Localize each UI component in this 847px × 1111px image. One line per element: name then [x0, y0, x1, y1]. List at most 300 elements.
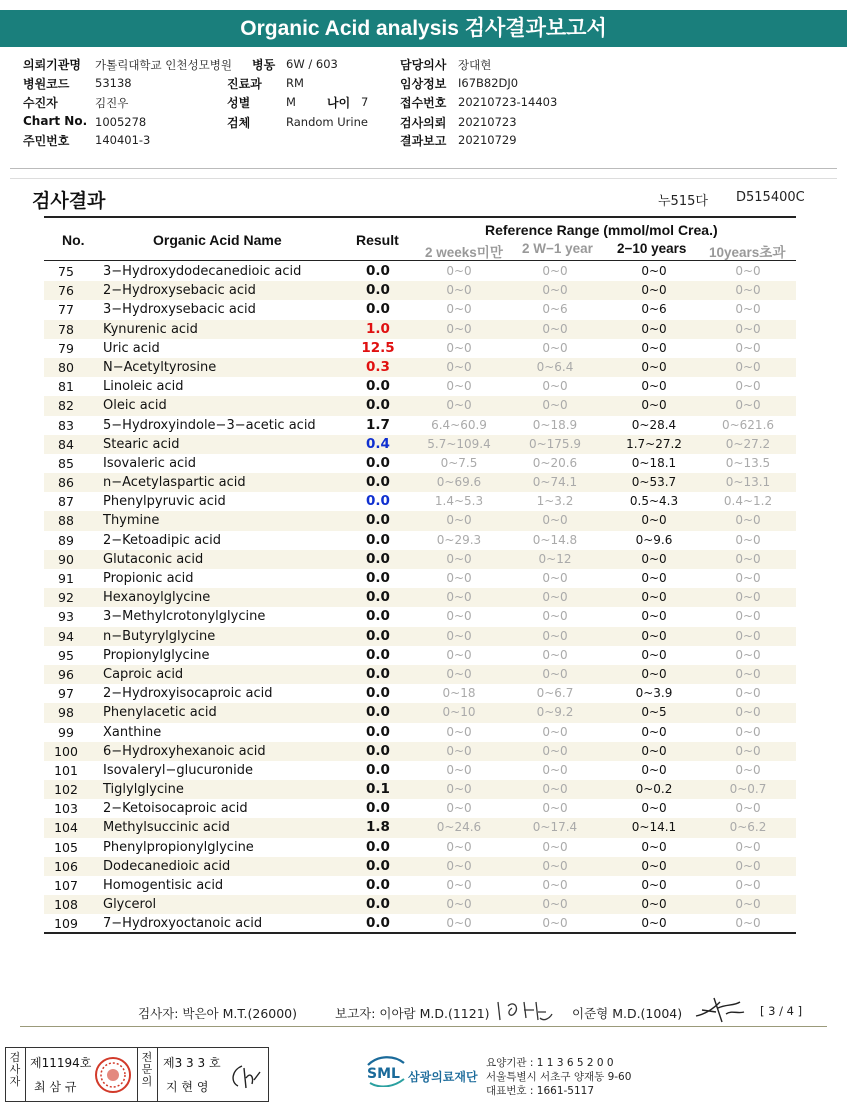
- result-value: 0.0: [366, 627, 390, 644]
- table-row: [44, 876, 796, 895]
- table-row: [44, 818, 796, 837]
- id-no-value: 140401-3: [95, 133, 151, 147]
- range-2w-1-year: 0~0: [542, 666, 568, 681]
- row-number: 107: [54, 878, 78, 893]
- range-2-10-years: 0~53.7: [631, 475, 677, 490]
- row-number: 103: [54, 801, 78, 817]
- row-number: 80: [58, 359, 74, 375]
- range-under-2-weeks: 0~0: [446, 858, 472, 873]
- range-2-10-years: 0~0: [641, 398, 667, 413]
- range-2w-1-year: 0~20.6: [532, 455, 578, 470]
- collector-label: 수진자: [23, 96, 58, 110]
- result-value: 0.0: [366, 301, 390, 318]
- acid-name: 2−Ketoadipic acid: [103, 532, 222, 548]
- range-2w-1-year: 0~0: [542, 321, 568, 336]
- page-number: [ 3 / 4 ]: [760, 1004, 803, 1018]
- table-row: [44, 262, 796, 281]
- col-header-range-2: 2 W−1 year: [522, 241, 593, 256]
- range-2-10-years: 0~0: [641, 647, 667, 662]
- acid-name: 2−Hydroxyisocaproic acid: [103, 686, 273, 702]
- range-over-10-years: 0~0: [735, 551, 761, 566]
- row-number: 91: [58, 571, 74, 586]
- acid-name: 7−Hydroxyoctanoic acid: [103, 916, 263, 932]
- table-row: [44, 416, 796, 435]
- row-number: 109: [54, 916, 78, 932]
- row-number: 82: [58, 398, 74, 414]
- range-under-2-weeks: 0~0: [446, 762, 472, 777]
- acid-name: 3−Hydroxysebacic acid: [103, 302, 256, 318]
- range-2-10-years: 0~0: [641, 609, 667, 624]
- lab-phone: 대표번호 : 1661-5117: [486, 1085, 595, 1097]
- range-2w-1-year: 0~6.7: [536, 686, 574, 701]
- acid-name: Phenylacetic acid: [103, 705, 217, 721]
- test-request-label: 검사의뢰: [400, 116, 447, 130]
- result-value: 0.1: [366, 781, 390, 798]
- table-row: [44, 588, 796, 607]
- cert-no-2: 제3 3 3 호: [163, 1056, 221, 1070]
- range-over-10-years: 0~0: [735, 705, 761, 720]
- acid-name: Glutaconic acid: [103, 551, 204, 567]
- row-number: 92: [58, 590, 74, 606]
- row-number: 83: [58, 417, 74, 433]
- range-under-2-weeks: 0~0: [446, 340, 472, 355]
- range-under-2-weeks: 5.7~109.4: [427, 436, 491, 451]
- range-over-10-years: 0~0: [735, 513, 761, 528]
- institution-value: 가톨릭대학교 인천성모병원: [95, 58, 232, 72]
- table-row: [44, 396, 796, 415]
- col-header-range-4: 10years초과: [709, 245, 786, 260]
- table-row: [44, 569, 796, 588]
- table-bottom-line: [44, 932, 796, 934]
- range-over-10-years: 0~27.2: [725, 436, 771, 451]
- table-row: [44, 454, 796, 473]
- chart-no-value: 1005278: [95, 115, 147, 129]
- institution-label: 의뢰기관명: [23, 58, 81, 72]
- result-value: 0.0: [366, 474, 390, 491]
- acid-name: n−Acetylaspartic acid: [103, 475, 246, 491]
- row-number: 89: [58, 532, 74, 548]
- range-2-10-years: 0~0: [641, 666, 667, 681]
- range-2w-1-year: 0~0: [542, 628, 568, 643]
- range-under-2-weeks: 0~24.6: [436, 820, 482, 835]
- row-number: 85: [58, 455, 74, 471]
- acid-name: 2−Ketoisocaproic acid: [103, 801, 248, 817]
- acid-name: Isovaleric acid: [103, 455, 197, 471]
- range-over-10-years: 0~0: [735, 590, 761, 605]
- acid-name: Glycerol: [103, 897, 157, 913]
- range-2w-1-year: 0~0: [542, 398, 568, 413]
- table-row: [44, 780, 796, 799]
- result-value: 0.0: [366, 742, 390, 759]
- result-value: 0.0: [366, 646, 390, 663]
- age-label: 나이: [327, 96, 351, 110]
- range-over-10-years: 0~0: [735, 686, 761, 701]
- acid-name: 2−Hydroxysebacic acid: [103, 283, 256, 299]
- range-over-10-years: 0~0: [735, 340, 761, 355]
- range-over-10-years: 0.4~1.2: [723, 494, 773, 509]
- range-over-10-years: 0~0: [735, 283, 761, 298]
- range-over-10-years: 0~0: [735, 666, 761, 681]
- row-number: 87: [58, 494, 74, 510]
- acid-name: Uric acid: [103, 340, 160, 356]
- range-2w-1-year: 0~0: [542, 513, 568, 528]
- range-2-10-years: 0~5: [641, 705, 667, 720]
- range-2-10-years: 0~0: [641, 628, 667, 643]
- result-value: 1.7: [366, 416, 390, 433]
- row-number: 86: [58, 475, 74, 491]
- range-over-10-years: 0~0: [735, 359, 761, 374]
- range-2-10-years: 0~0: [641, 878, 667, 892]
- age-value: 7: [361, 95, 369, 109]
- table-row: [44, 684, 796, 703]
- specimen-value: Random Urine: [286, 115, 368, 129]
- result-value: 0.0: [366, 550, 390, 567]
- range-under-2-weeks: 0~0: [446, 647, 472, 662]
- range-under-2-weeks: 0~0: [446, 666, 472, 681]
- col-header-range-3: 2−10 years: [617, 241, 687, 256]
- acid-name: Oleic acid: [103, 398, 167, 414]
- result-report-label: 결과보고: [400, 134, 447, 148]
- row-number: 97: [58, 686, 74, 702]
- range-under-2-weeks: 6.4~60.9: [431, 417, 487, 432]
- range-under-2-weeks: 0~0: [446, 359, 472, 374]
- row-number: 101: [54, 762, 78, 778]
- acid-name: Phenylpyruvic acid: [103, 494, 226, 510]
- range-2-10-years: 0~0: [641, 916, 667, 931]
- result-value: 0.0: [366, 723, 390, 740]
- range-2-10-years: 0~0: [641, 801, 667, 816]
- range-under-2-weeks: 1.4~5.3: [434, 494, 484, 509]
- range-2w-1-year: 0~0: [542, 724, 568, 739]
- result-value: 0.0: [366, 665, 390, 682]
- row-number: 95: [58, 647, 74, 663]
- row-number: 79: [58, 340, 74, 356]
- range-2w-1-year: 0~0: [542, 878, 568, 892]
- range-2-10-years: 1.7~27.2: [626, 436, 682, 451]
- range-2w-1-year: 0~175.9: [528, 436, 582, 451]
- acid-name: 6−Hydroxyhexanoic acid: [103, 743, 266, 759]
- range-2w-1-year: 0~17.4: [532, 820, 578, 835]
- table-row: [44, 914, 796, 933]
- range-over-10-years: 0~621.6: [721, 417, 775, 432]
- acid-name: Hexanoylglycine: [103, 590, 211, 606]
- range-2w-1-year: 0~0: [542, 647, 568, 662]
- range-2-10-years: 0~0: [641, 762, 667, 777]
- table-row: [44, 281, 796, 300]
- range-2w-1-year: 0~14.8: [532, 532, 578, 547]
- table-row: [44, 358, 796, 377]
- cert-label-2: 전문의: [141, 1051, 153, 1088]
- row-number: 99: [58, 724, 74, 740]
- range-2w-1-year: 0~0: [542, 590, 568, 605]
- cert-name-2: 지 현 영: [166, 1080, 209, 1094]
- result-value: 1.0: [366, 320, 390, 337]
- table-top-line: [44, 216, 796, 218]
- range-2-10-years: 0~0: [641, 359, 667, 374]
- range-under-2-weeks: 0~0: [446, 782, 472, 797]
- acid-name: 3−Hydroxydodecanedioic acid: [103, 264, 302, 279]
- acid-name: Tiglylglycine: [103, 782, 184, 798]
- range-2-10-years: 0~9.6: [635, 532, 673, 547]
- acid-name: Phenylpropionylglycine: [103, 839, 254, 855]
- range-2w-1-year: 0~0: [542, 609, 568, 624]
- table-row: [44, 377, 796, 396]
- result-value: 0.0: [366, 570, 390, 586]
- test-request-value: 20210723: [458, 115, 517, 129]
- result-value: 0.0: [366, 896, 390, 913]
- table-row: [44, 895, 796, 914]
- range-over-10-years: 0~0: [735, 302, 761, 317]
- doc-code-2: D515400C: [736, 190, 805, 205]
- acid-name: Propionic acid: [103, 571, 194, 586]
- doctor-label: 담당의사: [400, 58, 447, 72]
- range-2w-1-year: 0~74.1: [532, 475, 578, 490]
- range-2-10-years: 0~0: [641, 839, 667, 854]
- chart-no-label: Chart No.: [23, 114, 88, 128]
- table-row: [44, 300, 796, 319]
- range-over-10-years: 0~0: [735, 647, 761, 662]
- department-label: 진료과: [227, 77, 262, 91]
- range-over-10-years: 0~0: [735, 609, 761, 624]
- clinical-info-value: I67B82DJ0: [458, 76, 519, 90]
- result-value: 0.0: [366, 512, 390, 529]
- row-number: 90: [58, 551, 74, 567]
- cert-divider-3: [157, 1048, 158, 1101]
- range-under-2-weeks: 0~0: [446, 839, 472, 854]
- range-over-10-years: 0~0: [735, 532, 761, 547]
- range-over-10-years: 0~13.1: [725, 475, 771, 490]
- range-2-10-years: 0~0: [641, 743, 667, 758]
- range-over-10-years: 0~0: [735, 839, 761, 854]
- result-value: 0.0: [366, 454, 390, 471]
- range-2-10-years: 0~28.4: [631, 417, 677, 432]
- range-under-2-weeks: 0~0: [446, 801, 472, 816]
- range-2w-1-year: 0~0: [542, 264, 568, 278]
- result-value: 1.8: [366, 819, 390, 836]
- row-number: 75: [58, 264, 74, 279]
- row-number: 105: [54, 839, 78, 855]
- acid-name: Homogentisic acid: [103, 878, 224, 893]
- table-row: [44, 435, 796, 454]
- range-under-2-weeks: 0~0: [446, 321, 472, 336]
- range-under-2-weeks: 0~0: [446, 513, 472, 528]
- result-value: 0.0: [366, 531, 390, 548]
- range-over-10-years: 0~0: [735, 398, 761, 413]
- acid-name: Dodecanedioic acid: [103, 858, 231, 874]
- table-row: [44, 339, 796, 358]
- range-2-10-years: 0~6: [641, 302, 667, 317]
- doc-code-1: 누515다: [658, 194, 708, 209]
- header-divider-2: [10, 178, 837, 179]
- row-number: 100: [54, 743, 78, 759]
- lab-logo-text: SML: [367, 1066, 400, 1082]
- result-value: 0.0: [366, 838, 390, 855]
- range-over-10-years: 0~0: [735, 264, 761, 278]
- table-row: [44, 607, 796, 626]
- range-over-10-years: 0~0: [735, 628, 761, 643]
- col-header-range-1: 2 weeks미만: [425, 245, 503, 260]
- range-under-2-weeks: 0~7.5: [440, 455, 478, 470]
- range-under-2-weeks: 0~0: [446, 743, 472, 758]
- range-2-10-years: 0~14.1: [631, 820, 677, 835]
- table-row: [44, 723, 796, 742]
- range-2w-1-year: 0~0: [542, 762, 568, 777]
- range-under-2-weeks: 0~0: [446, 264, 472, 278]
- result-value: 0.0: [366, 857, 390, 874]
- acid-name: Stearic acid: [103, 436, 180, 452]
- range-under-2-weeks: 0~0: [446, 283, 472, 298]
- acid-name: Linoleic acid: [103, 379, 184, 395]
- receipt-no-label: 접수번호: [400, 96, 447, 110]
- range-under-2-weeks: 0~0: [446, 628, 472, 643]
- table-row: [44, 665, 796, 684]
- sex-label: 성별: [227, 96, 251, 110]
- result-value: 0.0: [366, 800, 390, 817]
- collector-value: 김진우: [95, 96, 129, 110]
- result-value: 0.0: [366, 397, 390, 414]
- acid-name: Isovaleryl−glucuronide: [103, 762, 253, 778]
- range-over-10-years: 0~0: [735, 762, 761, 777]
- reporter2-signature: 이준형 M.D.(1004): [572, 1006, 683, 1021]
- hospital-code-value: 53138: [95, 76, 132, 90]
- range-under-2-weeks: 0~0: [446, 916, 472, 931]
- acid-name: Propionylglycine: [103, 647, 210, 663]
- department-value: RM: [286, 76, 304, 90]
- result-value: 0.0: [366, 378, 390, 395]
- table-row: [44, 703, 796, 722]
- signature-mark-1: [494, 996, 558, 1024]
- table-row: [44, 531, 796, 550]
- table-row: [44, 857, 796, 876]
- row-number: 98: [58, 705, 74, 721]
- result-value: 0.0: [366, 589, 390, 606]
- range-2-10-years: 0~0: [641, 264, 667, 278]
- col-header-reference: Reference Range (mmol/mol Crea.): [485, 222, 718, 238]
- range-2-10-years: 0~0: [641, 571, 667, 585]
- report-title: Organic Acid analysis 검사결과보고서: [0, 10, 847, 47]
- range-over-10-years: 0~0.7: [729, 782, 767, 797]
- range-over-10-years: 0~0: [735, 897, 761, 912]
- reporter-signature: 보고자: 이아람 M.D.(1121): [335, 1006, 490, 1021]
- range-2w-1-year: 0~12: [538, 551, 572, 566]
- cert-name-1: 최 삼 규: [34, 1080, 77, 1094]
- range-2w-1-year: 0~0: [542, 571, 568, 585]
- range-over-10-years: 0~0: [735, 801, 761, 816]
- range-over-10-years: 0~0: [735, 379, 761, 394]
- result-value: 0.0: [366, 608, 390, 625]
- range-2-10-years: 0.5~4.3: [629, 494, 679, 509]
- acid-name: Caproic acid: [103, 666, 184, 682]
- certificate-box: [5, 1047, 269, 1102]
- header-divider: [10, 168, 837, 169]
- acid-name: 3−Methylcrotonylglycine: [103, 609, 266, 625]
- signature-mark-2: [692, 994, 748, 1024]
- range-2-10-years: 0~0: [641, 590, 667, 605]
- specimen-label: 검체: [227, 116, 251, 130]
- range-2w-1-year: 0~0: [542, 801, 568, 816]
- section-title: 검사결과: [32, 190, 106, 212]
- lab-name: 삼광의료재단: [408, 1070, 478, 1084]
- result-report-value: 20210729: [458, 133, 517, 147]
- col-header-no: No.: [62, 232, 85, 248]
- range-under-2-weeks: 0~69.6: [436, 475, 482, 490]
- table-row: [44, 320, 796, 339]
- range-2-10-years: 0~0: [641, 321, 667, 336]
- table-row: [44, 761, 796, 780]
- table-row: [44, 492, 796, 511]
- range-2w-1-year: 0~0: [542, 897, 568, 912]
- ward-label: 병동: [252, 58, 276, 72]
- doctor-value: 장대현: [458, 58, 492, 72]
- result-value: 12.5: [361, 339, 395, 356]
- id-no-label: 주민번호: [23, 134, 70, 148]
- signature-mark-3: [228, 1062, 264, 1092]
- range-over-10-years: 0~0: [735, 724, 761, 739]
- range-2w-1-year: 0~0: [542, 916, 568, 931]
- acid-name: Xanthine: [103, 724, 162, 740]
- row-number: 94: [58, 628, 74, 644]
- cert-no-1: 제11194호: [30, 1056, 92, 1070]
- acid-name: Thymine: [103, 513, 160, 529]
- table-row: [44, 742, 796, 761]
- range-2-10-years: 0~0: [641, 724, 667, 739]
- row-number: 108: [54, 897, 78, 913]
- range-2w-1-year: 0~0: [542, 340, 568, 355]
- table-row: [44, 838, 796, 857]
- cert-divider-2: [137, 1048, 138, 1101]
- range-under-2-weeks: 0~0: [446, 590, 472, 605]
- sex-value: M: [286, 95, 296, 109]
- hospital-code-label: 병원코드: [23, 77, 70, 91]
- range-under-2-weeks: 0~10: [442, 705, 476, 720]
- range-over-10-years: 0~13.5: [725, 455, 771, 470]
- row-number: 93: [58, 609, 74, 625]
- range-2-10-years: 0~18.1: [631, 455, 677, 470]
- result-value: 0.0: [366, 263, 390, 279]
- result-value: 0.0: [366, 685, 390, 702]
- result-value: 0.0: [366, 761, 390, 778]
- result-value: 0.4: [366, 435, 390, 452]
- range-under-2-weeks: 0~0: [446, 551, 472, 566]
- range-over-10-years: 0~0: [735, 916, 761, 931]
- range-2w-1-year: 0~0: [542, 743, 568, 758]
- tester-signature: 검사자: 박은아 M.T.(26000): [138, 1006, 298, 1021]
- range-under-2-weeks: 0~0: [446, 379, 472, 394]
- range-under-2-weeks: 0~0: [446, 724, 472, 739]
- table-row: [44, 799, 796, 818]
- signature-divider: [20, 1026, 827, 1027]
- clinical-info-label: 임상정보: [400, 77, 447, 91]
- table-row: [44, 627, 796, 646]
- cert-divider-1: [25, 1048, 26, 1101]
- acid-name: n−Butyrylglycine: [103, 628, 216, 644]
- acid-name: Methylsuccinic acid: [103, 820, 230, 836]
- range-2w-1-year: 0~18.9: [532, 417, 578, 432]
- range-under-2-weeks: 0~0: [446, 609, 472, 624]
- result-value: 0.0: [366, 704, 390, 721]
- range-under-2-weeks: 0~0: [446, 897, 472, 912]
- row-number: 96: [58, 666, 74, 682]
- range-2w-1-year: 0~9.2: [536, 705, 574, 720]
- cert-label-1: 검사자: [9, 1051, 21, 1088]
- acid-name: Kynurenic acid: [103, 321, 198, 337]
- range-over-10-years: 0~0: [735, 571, 761, 585]
- range-2-10-years: 0~0: [641, 283, 667, 298]
- range-under-2-weeks: 0~18: [442, 686, 476, 701]
- row-number: 76: [58, 283, 74, 299]
- range-2-10-years: 0~0: [641, 858, 667, 873]
- receipt-no-value: 20210723-14403: [458, 95, 558, 109]
